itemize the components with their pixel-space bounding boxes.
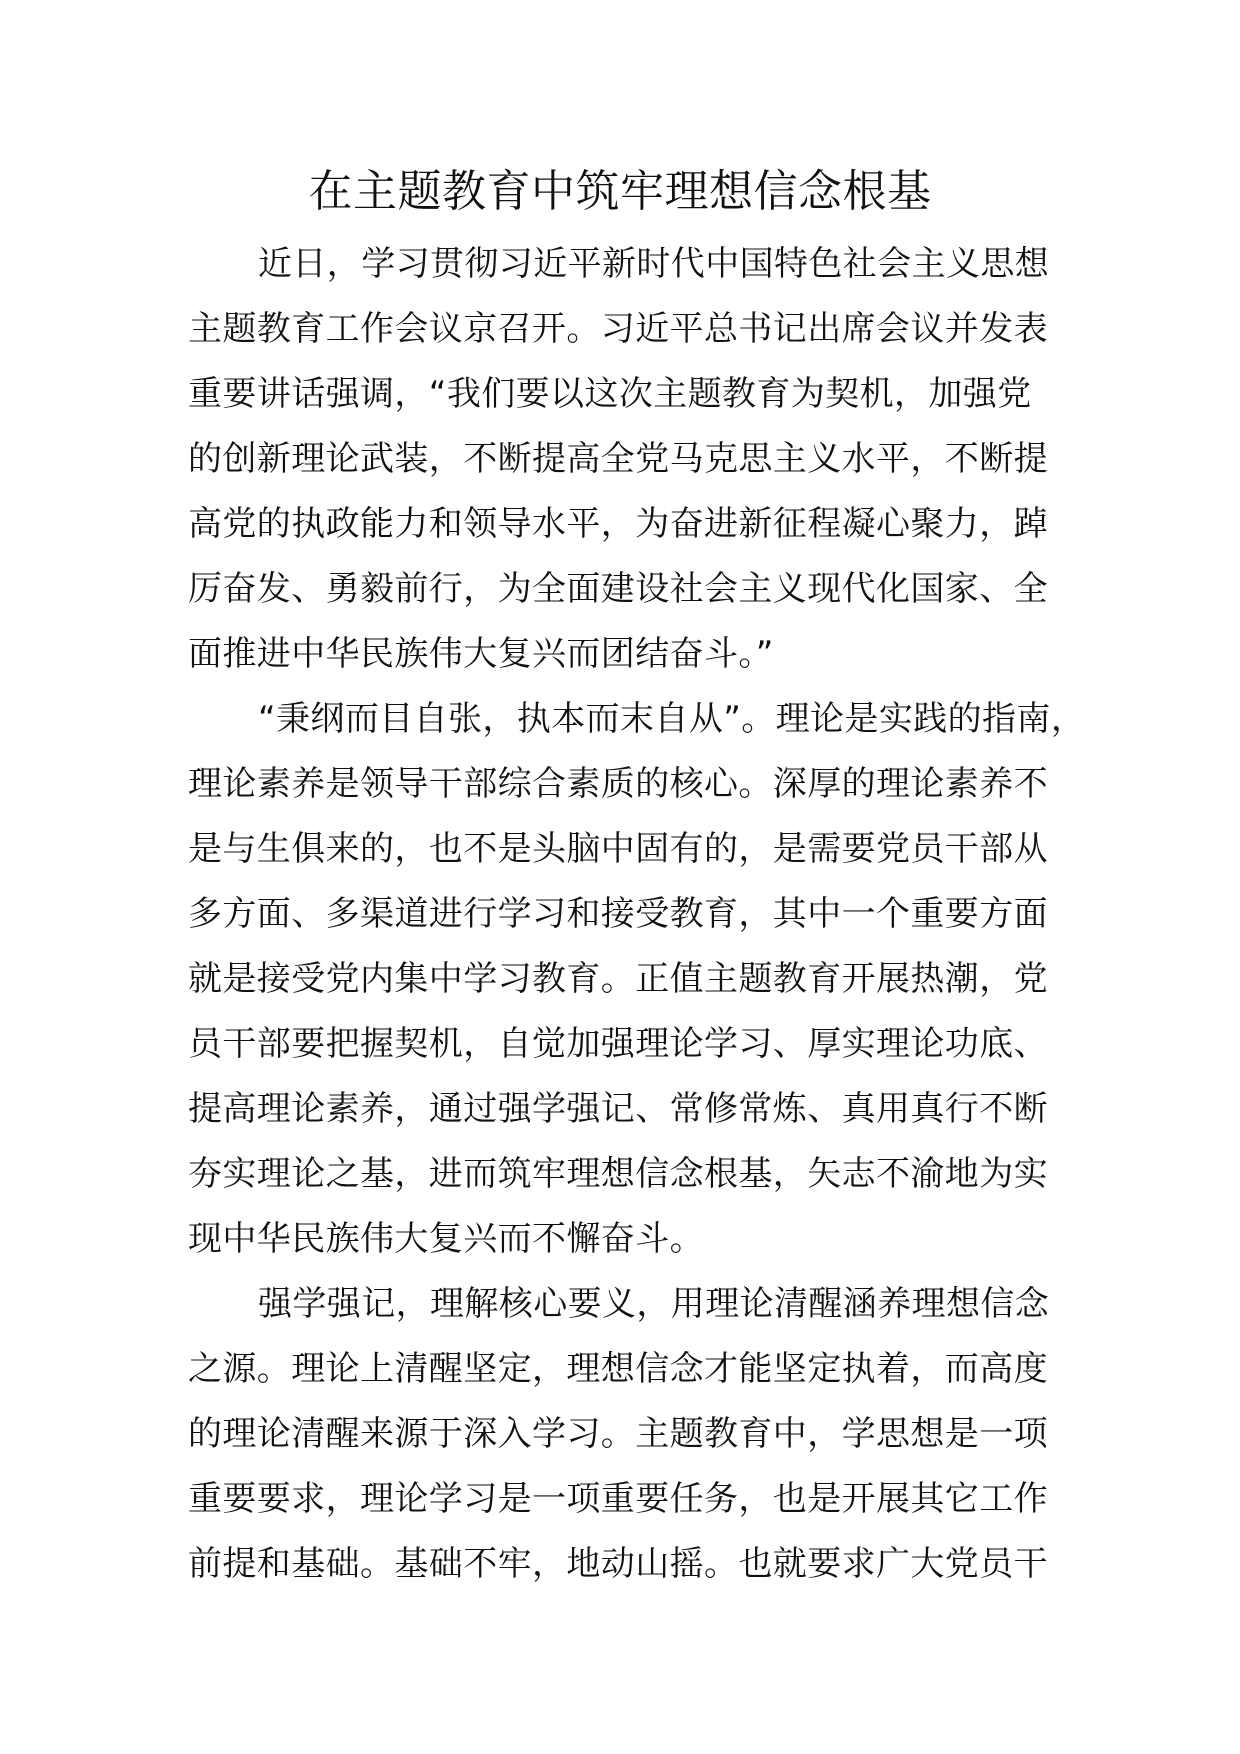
text-line: 面推进中华民族伟大复兴而团结奋斗。” (188, 634, 774, 674)
text-line: 夯实理论之基，进而筑牢理想信念根基，矢志不渝地为实 (188, 1154, 1048, 1194)
text-line: 就是接受党内集中学习教育。正值主题教育开展热潮，党 (188, 959, 1048, 999)
text-line: 近日，学习贯彻习近平新时代中国特色社会主义思想 (258, 244, 1050, 284)
text-line: 强学强记，理解核心要义，用理论清醒涵养理想信念 (258, 1284, 1050, 1324)
text-line: 的创新理论武装，不断提高全党马克思主义水平，不断提 (188, 439, 1048, 479)
text-line: 员干部要把握契机，自觉加强理论学习、厚实理论功底、 (188, 1024, 1048, 1064)
text-line: 多方面、多渠道进行学习和接受教育，其中一个重要方面 (188, 894, 1048, 934)
text-line: 重要要求，理论学习是一项重要任务，也是开展其它工作 (188, 1479, 1048, 1519)
text-line: 现中华民族伟大复兴而不懈奋斗。 (188, 1219, 704, 1259)
text-line: 高党的执政能力和领导水平，为奋进新征程凝心聚力，踔 (188, 504, 1048, 544)
document-title: 在主题教育中筑牢理想信念根基 (308, 166, 932, 217)
text-line: 重要讲话强调，“我们要以这次主题教育为契机，加强党 (188, 374, 1032, 414)
text-line: 厉奋发、勇毅前行，为全面建设社会主义现代化国家、全 (188, 569, 1048, 609)
text-line: 主题教育工作会议京召开。习近平总书记出席会议并发表 (188, 309, 1048, 349)
text-line: 是与生俱来的，也不是头脑中固有的，是需要党员干部从 (188, 829, 1048, 869)
text-line: “秉纲而目自张，执本而末自从”。理论是实践的指南， (258, 699, 1086, 739)
text-line: 前提和基础。基础不牢，地动山摇。也就要求广大党员干 (188, 1544, 1048, 1584)
document-body (188, 232, 1086, 1597)
text-line: 之源。理论上清醒坚定，理想信念才能坚定执着，而高度 (188, 1349, 1048, 1389)
text-line: 提高理论素养，通过强学强记、常修常炼、真用真行不断 (188, 1089, 1048, 1129)
text-line: 的理论清醒来源于深入学习。主题教育中，学思想是一项 (188, 1414, 1048, 1454)
text-line: 理论素养是领导干部综合素质的核心。深厚的理论素养不 (188, 764, 1048, 804)
